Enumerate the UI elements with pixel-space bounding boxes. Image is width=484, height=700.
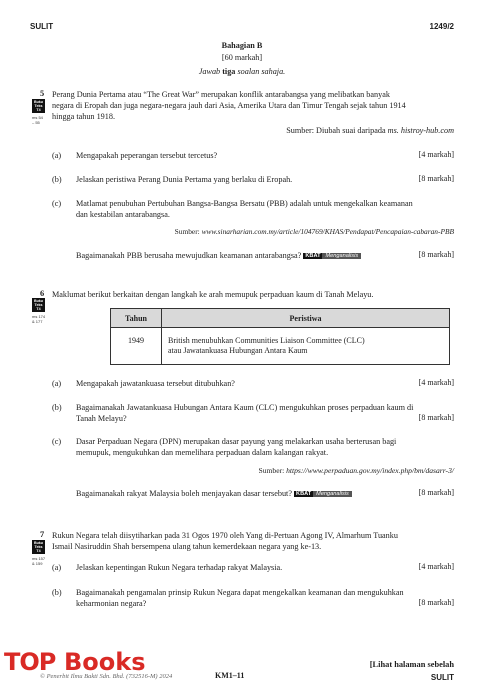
kbat-tag-q6: KBAT Menganalisis: [294, 491, 352, 498]
q5c-question: Bagaimanakah PBB berusaha mewujudkan keamanan antarabangsa? KBAT Menganalisis: [76, 250, 361, 261]
q7-stem-line2: Ismail Nasiruddin Shah bersempena ulang tahun kemerdekaan negara yang ke-13.: [52, 542, 322, 551]
table-row: [111, 328, 450, 365]
q6a-text: Mengapakah jawatankuasa tersebut ditubuhkan?: [76, 379, 235, 388]
table-header-row: [111, 309, 450, 328]
footer-sulit: SULIT: [430, 673, 454, 682]
q5b-text: Jelaskan peristiwa Perang Dunia Pertama yang berlaku di Eropah.: [76, 175, 293, 184]
q5a-marks: [4 markah]: [418, 150, 454, 159]
q5b-marks: [8 markah]: [418, 174, 454, 183]
q6b-line1: Bagaimanakah Jawatankuasa Hubungan Antara Kaum (CLC) mengukuhkan proses perpaduan kaum di: [76, 403, 414, 412]
q6-intro: Maklumat berikut berkaitan dengan langkah ke arah memupuk perpaduan kaum di Tanah Melayu.: [52, 290, 374, 299]
q6c-line2: memupuk, mengukuhkan dan memelihara perpaduan dalam kalangan rakyat.: [76, 448, 329, 457]
q6b-label: (b): [52, 403, 62, 412]
buku-teks-badge-q5: Buku Teks T4: [32, 99, 45, 113]
kbat-tag-q5: KBAT Menganalisis: [303, 253, 361, 260]
topbooks-logo-top: TOP: [4, 648, 56, 676]
q7b-label: (b): [52, 588, 62, 597]
header-paper-code: 1249/2: [429, 22, 454, 31]
header-sulit: SULIT: [30, 22, 54, 31]
q7b-marks: [8 markah]: [418, 598, 454, 607]
q6c-marks: [8 markah]: [418, 488, 454, 497]
section-instruction: Jawab tiga soalan sahaja.: [198, 67, 286, 76]
table-cell-event: British menubuhkan Communities Liaison Committee (CLC) atau Jawatankuasa Hubungan Antara Kaum: [162, 328, 450, 365]
q7-stem-line1: Rukun Negara telah diisytiharkan pada 31 Ogos 1970 oleh Yang di-Pertuan Agong IV, Almarhum Tuanku: [52, 531, 398, 540]
q5c-label: (c): [52, 199, 62, 208]
q5c-marks: [8 markah]: [418, 250, 454, 259]
q5-stem-line2: negara di Eropah dan juga negara-negara jauh dari Asia, Amerika Utara dan Timur Tengah sejak tahun 1914: [52, 101, 406, 110]
table-header-peristiwa: Peristiwa: [162, 309, 450, 328]
footer-next-page: [Lihat halaman sebelah: [369, 660, 454, 669]
q5a-label: (a): [52, 151, 62, 160]
q6c-line1: Dasar Perpaduan Negara (DPN) merupakan dasar payung yang melakarkan usaha berterusan bagi: [76, 437, 397, 446]
q6a-marks: [4 markah]: [418, 378, 454, 387]
section-title: Bahagian B: [221, 41, 263, 50]
q7a-label: (a): [52, 563, 62, 572]
q5-stem-line3: hingga tahun 1918.: [52, 112, 115, 121]
q6-badge-pages: ms 174 & 177: [32, 314, 46, 324]
topbooks-logo-books: Books: [64, 648, 146, 676]
q7b-line1: Bagaimanakah pengamalan prinsip Rukun Negara dapat mengekalkan keamanan dan mengukuhkan: [76, 588, 404, 597]
q5c-source: Sumber: www.sinarharian.com.my/article/104769/KHAS/Pendapat/Pencapaian-cabaran-PBB: [174, 227, 454, 236]
q5c-line2: dan kestabilan antarabangsa.: [76, 210, 170, 219]
q5-badge-pages: ms 54 – 55: [32, 115, 43, 125]
question-7-number: 7: [40, 530, 45, 539]
q6c-source: Sumber: https://www.perpaduan.gov.my/index.php/bm/dasarr-3/: [258, 466, 454, 475]
q6a-label: (a): [52, 379, 62, 388]
peristiwa-table: [110, 308, 450, 365]
q5-source: Sumber: Diubah suai daripada ms. histroy-hub.com: [286, 126, 454, 135]
q5b-label: (b): [52, 175, 62, 184]
table-header-tahun: Tahun: [111, 309, 162, 328]
q7a-marks: [4 markah]: [418, 562, 454, 571]
question-6-number: 6: [40, 289, 45, 298]
buku-teks-badge-q6: Buku Teks T4: [32, 298, 45, 312]
q5-stem-line1: Perang Dunia Pertama atau “The Great War” merupakan konflik antarabangsa yang melibatkan banyak: [52, 90, 390, 99]
q6c-question: Bagaimanakah rakyat Malaysia boleh menjayakan dasar tersebut? KBAT Menganalisis: [76, 488, 352, 499]
buku-teks-badge-q7: Buku Teks T4: [32, 540, 45, 554]
footer-publisher: © Penerbit Ilmu Bakti Sdn. Bhd. (732516-M) 2024: [40, 673, 173, 680]
q5c-line1: Matlamat penubuhan Pertubuhan Bangsa-Bangsa Bersatu (PBB) adalah untuk mengekalkan keamanan: [76, 199, 413, 208]
question-5-number: 5: [40, 89, 45, 98]
q6b-marks: [8 markah]: [418, 413, 454, 422]
section-marks: [60 markah]: [221, 53, 263, 62]
q5a-text: Mengapakah peperangan tersebut tercetus?: [76, 151, 218, 160]
q6b-line2: Tanah Melayu?: [76, 414, 127, 423]
footer-page-code: KM1–11: [215, 671, 245, 680]
q7-badge-pages: ms 157 & 159: [32, 556, 46, 566]
table-cell-year: 1949: [111, 328, 162, 365]
q7b-line2: keharmonian negara?: [76, 599, 147, 608]
q6c-label: (c): [52, 437, 62, 446]
q7a-text: Jelaskan kepentingan Rukun Negara terhadap rakyat Malaysia.: [76, 563, 283, 572]
